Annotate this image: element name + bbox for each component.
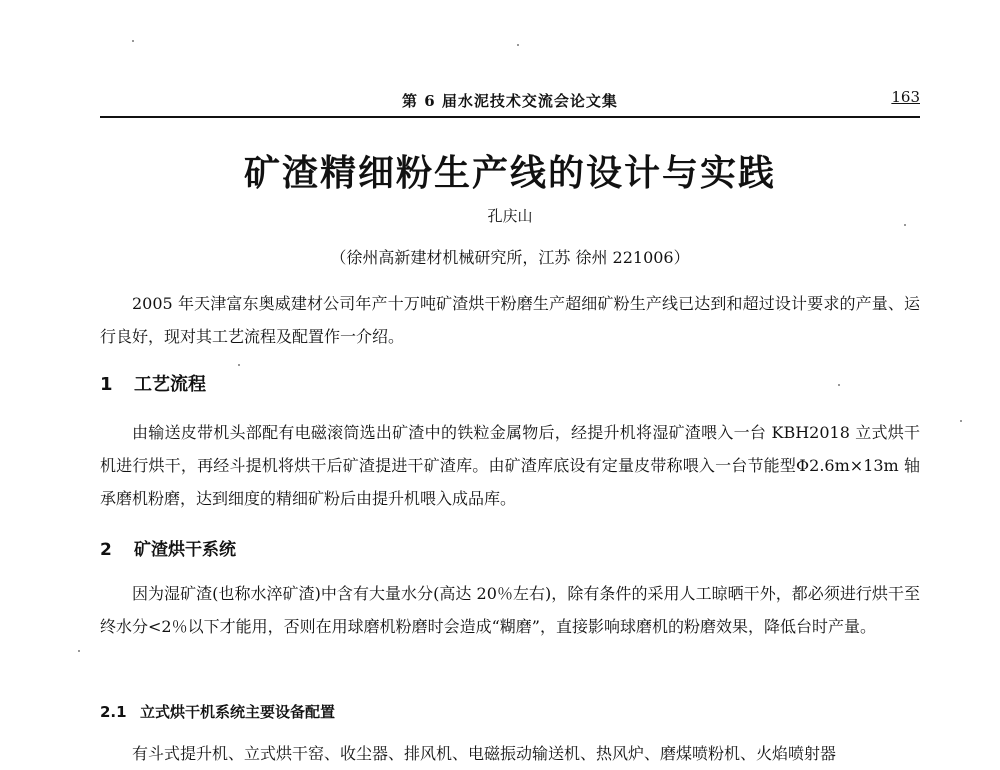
subsection-title: 立式烘干机系统主要设备配置	[140, 703, 336, 721]
section-1-paragraph: 由输送皮带机头部配有电磁滚筒选出矿渣中的铁粒金属物后，经提升机将湿矿渣喂入一台 KBH2018 立式烘干机进行烘干，再经斗提机将烘干后矿渣提进干矿渣库。由矿渣库底设有定量皮带称喂入一台节能型Φ2.6m×13m 轴承磨机粉磨，达到细度的精细矿粉后由提升机喂入成品库。	[100, 423, 920, 508]
scan-speck	[238, 364, 240, 366]
intro-paragraph: 2005 年天津富东奥威建材公司年产十万吨矿渣烘干粉磨生产超细矿粉生产线已达到和超过设计要求的产量、运行良好，现对其工艺流程及配置作一介绍。	[100, 294, 920, 346]
scan-speck	[960, 420, 962, 422]
article-title: 矿渣精细粉生产线的设计与实践	[243, 152, 776, 194]
page-number: 163	[891, 88, 920, 106]
author-name: 孔庆山	[487, 207, 533, 225]
header-rule	[100, 116, 920, 118]
section-title: 矿渣烘干系统	[134, 540, 236, 560]
scan-speck	[838, 384, 840, 386]
scan-speck	[904, 224, 906, 226]
running-header	[100, 86, 920, 116]
section-2-paragraph: 因为湿矿渣(也称水淬矿渣)中含有大量水分(高达 20％左右)，除有条件的采用人工晾晒干外，都必须进行烘干至终水分<2％以下才能用，否则在用球磨机粉磨时会造成“糊磨”，直接影响球磨机的粉磨效果，降低台时产量。	[100, 584, 920, 636]
subsection-number: 2.1	[100, 703, 127, 721]
scan-speck	[78, 650, 80, 652]
author-affiliation: （徐州高新建材机械研究所，江苏 徐州 221006）	[330, 248, 690, 267]
section-title: 工艺流程	[134, 374, 206, 395]
scan-speck	[517, 44, 519, 46]
section-heading-2	[100, 535, 920, 560]
subsection-2-1-paragraph: 有斗式提升机、立式烘干窑、收尘器、排风机、电磁振动输送机、热风炉、磨煤喷粉机、火焰喷射器	[132, 744, 837, 763]
subsection-heading-2-1	[100, 701, 920, 722]
scan-speck	[132, 40, 134, 42]
section-heading-1	[100, 370, 920, 396]
section-number: 2	[100, 540, 112, 560]
journal-title: 第 6 届水泥技术交流会论文集	[402, 92, 618, 110]
section-number: 1	[100, 374, 113, 395]
